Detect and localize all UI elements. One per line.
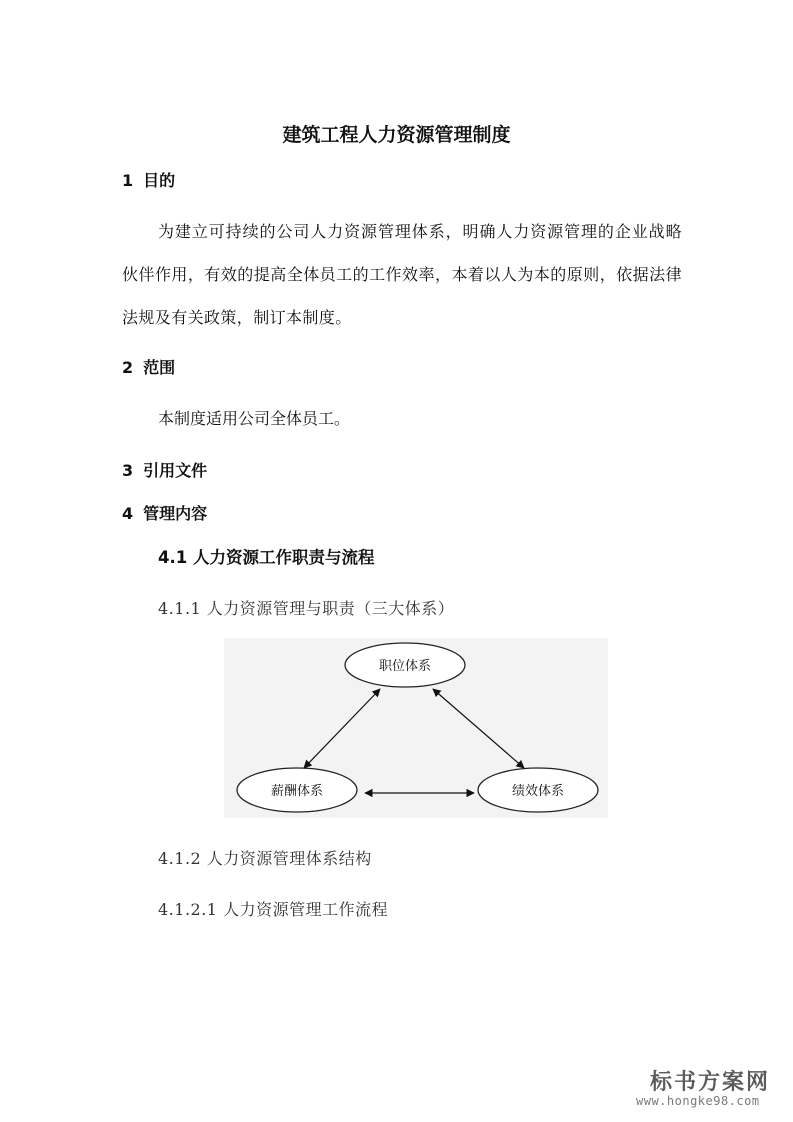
document-title: 建筑工程人力资源管理制度: [282, 124, 511, 146]
section-heading-references: [122, 458, 207, 481]
subsection-4-1-2-heading: 4.1.2 人力资源管理体系结构: [158, 849, 372, 868]
watermark-url: www.hongke98.com: [636, 1094, 760, 1108]
three-systems-diagram: [224, 638, 608, 818]
section-number: 3: [122, 461, 134, 480]
node-label-right: 绩效体系: [511, 784, 565, 799]
subsection-4-1-1-heading: 4.1.1 人力资源管理与职责（三大体系）: [158, 599, 455, 618]
arrow-top-right: [433, 689, 524, 768]
section-label: 范围: [143, 358, 176, 377]
section-number: 4: [122, 504, 134, 523]
node-label-top: 职位体系: [378, 659, 432, 674]
section-heading-purpose: [122, 168, 175, 191]
section-label: 管理内容: [143, 504, 208, 523]
subsection-4-1-2-1-heading: 4.1.2.1 人力资源管理工作流程: [158, 900, 389, 919]
section-label: 引用文件: [143, 461, 208, 480]
subsection-4-1-heading: 4.1 人力资源工作职责与流程: [158, 548, 375, 567]
section-heading-scope: [122, 355, 175, 378]
watermark-brand: 标书方案网: [650, 1070, 771, 1095]
section-number: 1: [122, 171, 134, 190]
node-label-left: 薪酬体系: [270, 784, 324, 799]
arrow-top-left: [304, 689, 380, 768]
purpose-paragraph: 为建立可持续的公司人力资源管理体系，明确人力资源管理的企业战略伙伴作用，有效的提高全体员工的工作效率，本着以人为本的原则，依据法律法规及有关政策，制订本制度。: [122, 222, 682, 327]
section-number: 2: [122, 358, 134, 377]
diagram-canvas: [224, 638, 608, 818]
section-heading-management: [122, 501, 207, 524]
section-label: 目的: [143, 171, 176, 190]
scope-paragraph: 本制度适用公司全体员工。: [158, 409, 351, 428]
